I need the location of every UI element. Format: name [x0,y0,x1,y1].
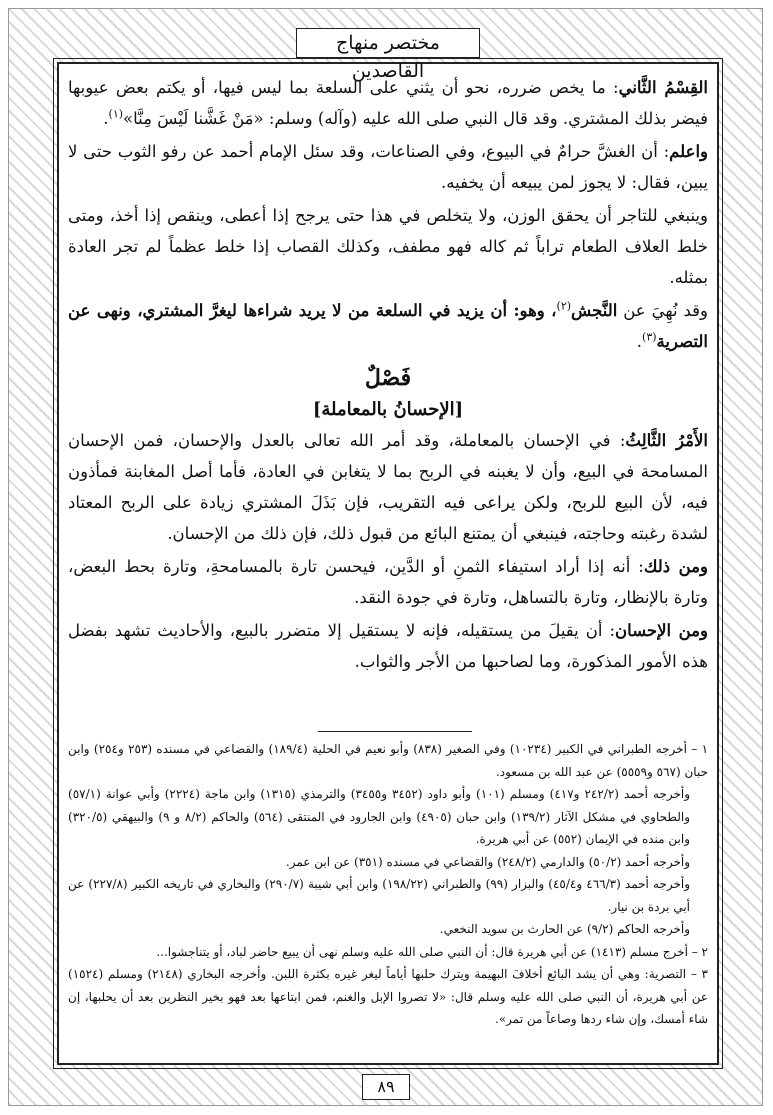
paragraph-third-matter [68,425,708,549]
paragraph-text: : ما يخص ضرره، نحو أن يثني على السلعة بما ليس فيها، أو يكتم بعض عيوبها فيضر بذلك المشتري. وقد قال النبي صلى الله عليه (وآله) وسلم: «مَنْ غَشَّنا لَيْسَ مِنَّا» [68,78,708,128]
paragraph-merchant [68,200,708,293]
section-title: [الإحسانُ بالمعاملة] [312,399,464,420]
footnote-1-cont: وأخرجه أحمد (٥٠/٢) والدارمي (٢٤٨/٢) والقضاعي في مسنده (٣٥١) عن ابن عمر. [285,854,690,869]
book-title: مختصر منهاج القاصدين [296,28,480,58]
keyword-from-ihsan: ومن الإحسان [615,621,708,640]
footnote-1-cont: وأخرجه أحمد (٢٤٢/٢ و٤١٧) ومسلم (١٠١) وأبو داود (٣٤٥٢ و٣٤٥٥) والترمذي (١٣١٥) وابن ماجة (٢٢٢٤) وأبي عوانة (٥٧/١) والطحاوي في مشكل الآثار (١٣٩/٢) وابن حبان (٤٩٠٥) وابن الجارود في المنتقى (٥٦٤) والحاكم (٨/٢ و ٩) والبيهقي (٣٢٠/٥) وابن منده في الإيمان (٥٥٢) عن أبي هريرة. [68,787,691,846]
keyword-third-matter: الأَمْرُ الثَّالِثُ [625,431,708,450]
paragraph-cancel-sale [68,615,708,677]
keyword-najsh: النَّجش [571,301,618,320]
footnote-1: ١ – أخرجه الطبراني في الكبير (١٠٢٣٤) وفي الصغير (٨٣٨) وأبو نعيم في الحلية (١٨٩/٤) والقضاعي في مسنده (٢٥٣ و٢٥٤) وابن حبان (٥٦٧ و٥٥٥٩) عن عبد الله بن مسعود. [68,742,709,779]
paragraph-najsh: وقد نُهِيَ عن النَّجش$^{(٢)}$، وهو: أن يزيد في السلعة من لا يريد شراءها ليغرَّ المشتري، ونهى عن التصرية$^{(٣)}$. [68,299,708,351]
footnote-ref-1: (١) [108,107,124,121]
paragraph-text: وينبغي للتاجر أن يحقق الوزن، ولا يتخلص في هذا حتى يرجح إذا أعطى، وينقص إذا أخذ، ومتى خلط العلاف الطعام تراباً ثم كاله فهو مطفف، وكذلك القصاب إذا خلط عظماً لم تجر العادة بمثله. [68,206,708,287]
main-text [68,72,708,679]
footnote-divider [318,731,472,732]
footnote-3: ٣ – التصرية: وهي أن يشد البائع أخلافَ البهيمة ويترك حلبها أياماً ليغر غيره بكثرة اللبن. وأخرجه البخاري (٢١٤٨) ومسلم (١٥٢٤) عن أبي هريرة، أن النبي صلى الله عليه وسلم قال: «لا تصروا الإبل والغنم، فمن ابتاعها بعد فهو بخير النظرين بعد أن يحلبها، إن شاء أمسك، وإن شاء ردها وصاعاً من تمر». [68,967,708,1026]
footnote-2: ٢ – أخرج مسلم (١٤١٣) عن أبي هريرة قال: أن النبي صلى الله عليه وسلم نهى أن يبيع حاضر لباد، أو يتناجشوا... [156,944,708,959]
paragraph-know [68,136,708,198]
paragraph-debt [68,551,708,613]
footnotes [68,738,708,1031]
keyword-second-section: القِسْمُ الثَّاني [618,78,708,97]
footnote-ref-3: (٣) [642,330,657,344]
paragraph-fraud: القِسْمُ الثَّاني: ما يخص ضرره، نحو أن يثني على السلعة بما ليس فيها، أو يكتم بعض عيوبها فيضر بذلك المشتري. وقد قال النبي صلى الله عليه (وآله) وسلم: «مَنْ غَشَّنا لَيْسَ مِنَّا»$^{(١)}$. [68,78,708,128]
footnote-1-cont: وأخرجه الحاكم (٩/٢) عن الحارث بن سويد النخعي. [439,922,690,936]
keyword-from-that: ومن ذلك [643,557,708,576]
keyword-know: واعلم [669,142,708,161]
paragraph-text: : أن يقيلَ من يستقيله، فإنه لا يستقيل إلا متضرر بالبيع، والأحاديث تشهد بفضل هذه الأمور المذكورة، وما لصاحبها من الأجر والثواب. [68,621,708,671]
footnote-1-cont: وأخرجه أحمد (٤٦٦/٣ و٤٥/٤) والبزار (٩٩) والطبراني (١٩٨/٢٢) وابن أبي شيبة (٢٩٠/٧) والبخاري في تاريخه الكبير (٢٢٧/٨) عن أبي بردة بن نيار. [68,877,691,914]
paragraph-text: : أن الغشَّ حرامٌ في البيوع، وفي الصناعات، وقد سئل الإمام أحمد عن رفو الثوب حتى لا يبين، فقال: لا يجوز لمن يبيعه أن يخفيه. [68,142,708,192]
footnote-ref-2: (٢) [556,299,572,313]
paragraph-text: : في الإحسان بالمعاملة، وقد أمر الله تعالى بالعدل والإحسان، فمن الإحسان المسامحة في البيع، وأن لا يغبنه في الربح بما لا يتغابن في العادة، فأما أصل المغابنة فمأذون فيه، لأن البيع للربح، ولكن يراعى فيه التقريب، فإن بَذَلَ المشتري زيادة على الربح المعتاد لشدة رغبته وحاجته، فينبغي أن يمتنع البائع من قبول ذلك، فإن ذلك من الإحسان. [68,431,708,543]
page-number: ٨٩ [362,1074,410,1100]
paragraph-text: : أنه إذا أراد استيفاء الثمنِ أو الدَّين، فيحسن تارة بالمسامحةِ، وتارة بحط البعض، وتارة بالإنظار، وتارة بالتساهل، وتارة في جودة النقد. [68,557,708,607]
chapter-heading: فَصْلٌ [364,365,412,391]
